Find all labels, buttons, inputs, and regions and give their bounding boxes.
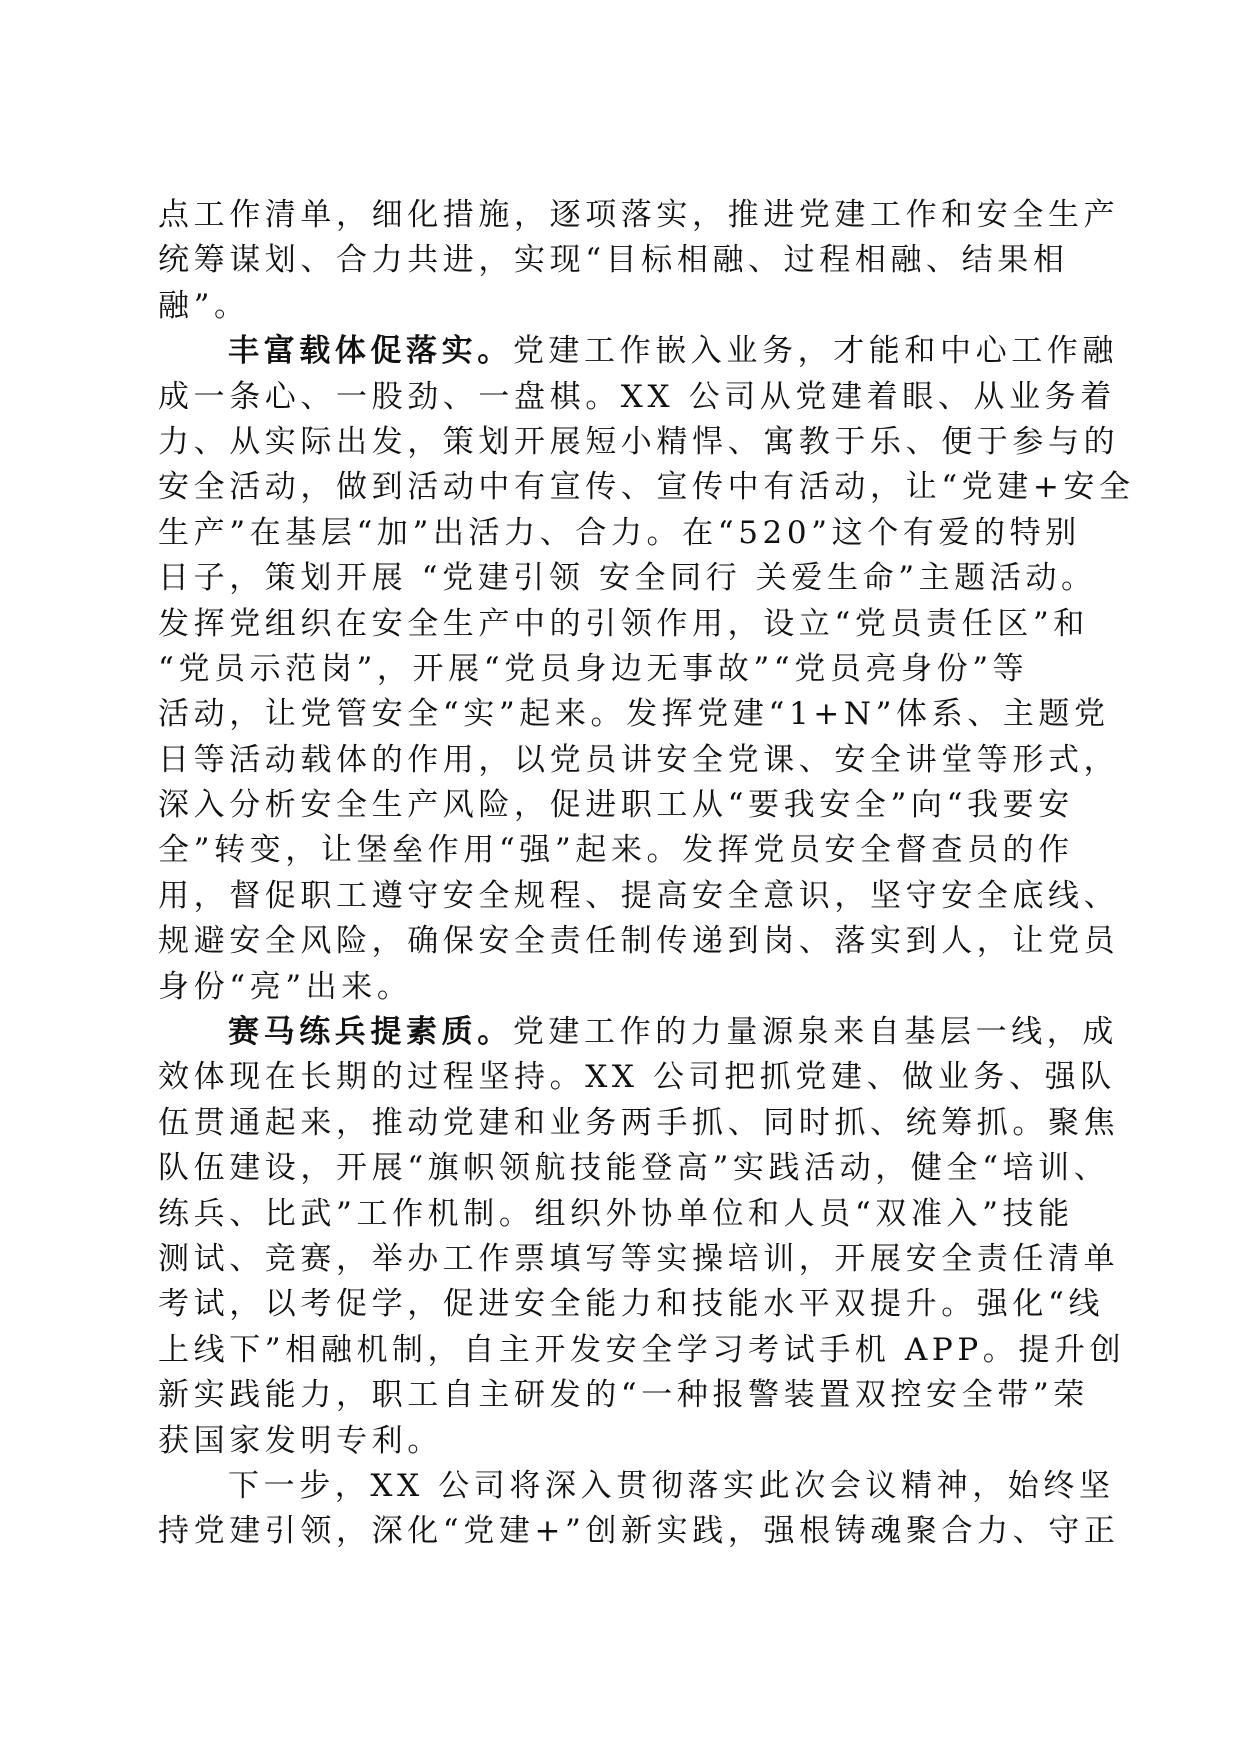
text-line bbox=[158, 919, 1120, 964]
line-text: 日子，策划开展 “党建引领 安全同行 关爱生命”主题活动。 bbox=[158, 560, 1097, 597]
line-text: 成一条心、一股劲、一盘棋。XX 公司从党建着眼、从业务着 bbox=[158, 378, 1116, 415]
line-text: 伍贯通起来，推动党建和业务两手抓、同时抓、统筹抓。聚焦 bbox=[158, 1104, 1120, 1141]
text-line bbox=[158, 965, 1082, 1010]
line-text: 力、从实际出发，策划开展短小精悍、寓教于乐、便于参与的 bbox=[158, 423, 1120, 460]
text-line bbox=[158, 1373, 1089, 1418]
text-line bbox=[158, 783, 1082, 828]
line-text: 点工作清单，细化措施，逐项落实，推进党建工作和安全生产 bbox=[158, 197, 1120, 233]
text-line bbox=[158, 602, 1089, 647]
line-text: 获国家发明专利。 bbox=[158, 1422, 443, 1459]
text-line bbox=[158, 511, 1082, 556]
line-text: 安全活动，做到活动中有宣传、宣传中有活动，让“党建+安全 bbox=[158, 469, 1135, 506]
line-text: 考试，以考促学，促进安全能力和技能水平双提升。强化“线 bbox=[158, 1286, 1105, 1323]
line-text: “党员示范岗”，开展“党员身边无事故”“党员亮身份”等 bbox=[158, 650, 1029, 687]
line-text: 测试、竞赛，举办工作票填写等实操培训，开展安全责任清单 bbox=[158, 1240, 1120, 1277]
line-text: 下一步，XX 公司将深入贯彻落实此次会议精神，始终坚 bbox=[228, 1467, 1115, 1504]
paragraph-start-line bbox=[158, 1010, 1119, 1055]
paragraph-start-line bbox=[158, 329, 1119, 374]
text-line bbox=[158, 420, 1120, 465]
line-text: 队伍建设，开展“旗帜领航技能登高”实践活动，健全“培训、 bbox=[158, 1150, 1110, 1187]
text-line bbox=[158, 556, 1097, 601]
text-line bbox=[158, 1419, 1082, 1464]
text-line bbox=[158, 1509, 1120, 1554]
text-line bbox=[158, 1146, 1110, 1191]
line-text: 统筹谋划、合力共进，实现“目标相融、过程相融、结果相 bbox=[158, 242, 1069, 279]
text-line bbox=[158, 1192, 1082, 1237]
line-text: 党建工作的力量源泉来自基层一线，成 bbox=[512, 1014, 1119, 1051]
text-line bbox=[158, 465, 1135, 510]
text-line bbox=[158, 1237, 1120, 1282]
line-text: 全”转变，让堡垒作用“强”起来。发挥党员安全督查员的作 bbox=[158, 832, 1074, 869]
text-line bbox=[158, 284, 1082, 329]
document-page bbox=[158, 193, 1135, 1555]
text-line bbox=[158, 828, 1082, 873]
text-line bbox=[158, 1328, 1126, 1373]
text-line bbox=[158, 193, 1120, 238]
line-text: 身份“亮”出来。 bbox=[158, 968, 413, 1005]
text-line bbox=[158, 738, 1120, 783]
paragraph-start-line bbox=[158, 1464, 1115, 1509]
text-line bbox=[158, 1055, 1116, 1100]
line-text: 新实践能力，职工自主研发的“一种报警装置双控安全带”荣 bbox=[158, 1377, 1089, 1414]
text-line bbox=[158, 874, 1120, 919]
line-text: 用，督促职工遵守安全规程、提高安全意识，坚守安全底线、 bbox=[158, 877, 1120, 914]
text-line bbox=[158, 647, 1082, 692]
text-line bbox=[158, 1101, 1120, 1146]
text-line bbox=[158, 1282, 1105, 1327]
line-text: 持党建引领，深化“党建+”创新实践，强根铸魂聚合力、守正 bbox=[158, 1513, 1120, 1550]
line-text: 练兵、比武”工作机制。组织外协单位和人员“双准入”技能 bbox=[158, 1195, 1074, 1232]
line-text: 活动，让党管安全“实”起来。发挥党建“1+N”体系、主题党 bbox=[158, 696, 1110, 733]
line-text: 上线下”相融机制，自主开发安全学习考试手机 APP。提升创 bbox=[158, 1331, 1126, 1368]
line-text: 日等活动载体的作用，以党员讲安全党课、安全讲堂等形式， bbox=[158, 741, 1120, 778]
line-text: 党建工作嵌入业务，才能和中心工作融 bbox=[512, 333, 1119, 370]
section-heading: 赛马练兵提素质。 bbox=[228, 1014, 513, 1051]
line-text: 效体现在长期的过程坚持。XX 公司把抓党建、做业务、强队 bbox=[158, 1059, 1116, 1096]
line-text: 规避安全风险，确保安全责任制传递到岗、落实到人，让党员 bbox=[158, 923, 1120, 960]
line-text: 深入分析安全生产风险，促进职工从“要我安全”向“我要安 bbox=[158, 787, 1074, 824]
line-text: 生产”在基层“加”出活力、合力。在“520”这个有爱的特别 bbox=[158, 514, 1081, 551]
line-text: 发挥党组织在安全生产中的引领作用，设立“党员责任区”和 bbox=[158, 605, 1089, 642]
line-text: 融”。 bbox=[158, 287, 250, 324]
section-heading: 丰富载体促落实。 bbox=[228, 333, 513, 370]
text-line bbox=[158, 238, 1082, 283]
text-line bbox=[158, 692, 1110, 737]
text-line bbox=[158, 375, 1116, 420]
